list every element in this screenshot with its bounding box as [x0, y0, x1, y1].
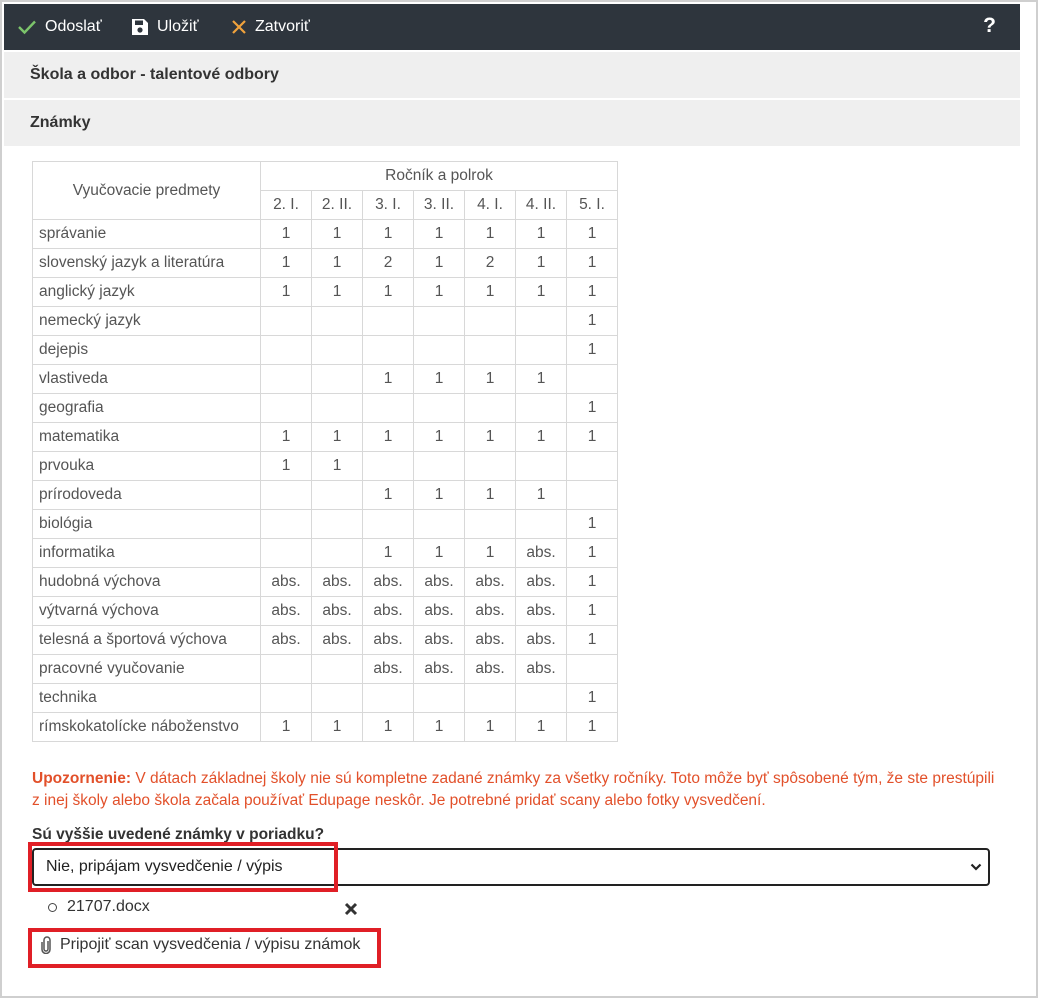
- grade-cell: [312, 684, 363, 713]
- save-button-label: Uložiť: [157, 18, 199, 35]
- grade-cell: [567, 365, 618, 394]
- grade-cell: 1: [465, 278, 516, 307]
- attach-scan-button[interactable]: [40, 936, 360, 954]
- grade-cell: 1: [414, 423, 465, 452]
- subject-name: biológia: [33, 510, 261, 539]
- grade-cell: [567, 655, 618, 684]
- semester-column-header: 4. I.: [465, 191, 516, 220]
- grade-cell: [363, 307, 414, 336]
- check-icon: [17, 19, 37, 35]
- grade-cell: abs.: [414, 626, 465, 655]
- table-row: [33, 423, 618, 452]
- subject-name: správanie: [33, 220, 261, 249]
- grade-cell: 1: [516, 423, 567, 452]
- table-row: [33, 655, 618, 684]
- grade-cell: 1: [261, 713, 312, 742]
- semester-column-header: 2. I.: [261, 191, 312, 220]
- grade-cell: [414, 336, 465, 365]
- semester-column-header: 5. I.: [567, 191, 618, 220]
- grade-cell: 1: [363, 278, 414, 307]
- grade-cell: 1: [363, 365, 414, 394]
- grade-cell: 1: [567, 684, 618, 713]
- grade-cell: 1: [312, 452, 363, 481]
- grade-cell: [312, 481, 363, 510]
- grade-cell: 1: [567, 423, 618, 452]
- grade-cell: 1: [261, 452, 312, 481]
- grade-cell: [465, 394, 516, 423]
- subject-name: vlastiveda: [33, 365, 261, 394]
- grade-cell: 1: [414, 713, 465, 742]
- grade-cell: 1: [261, 278, 312, 307]
- grade-cell: 1: [567, 278, 618, 307]
- table-row: [33, 220, 618, 249]
- year-semester-header: Ročník a polrok: [261, 162, 618, 191]
- grade-cell: abs.: [363, 597, 414, 626]
- grade-cell: 1: [567, 713, 618, 742]
- grade-cell: [312, 365, 363, 394]
- grade-cell: [414, 510, 465, 539]
- grade-cell: 1: [516, 249, 567, 278]
- subject-name: anglický jazyk: [33, 278, 261, 307]
- grade-cell: [516, 452, 567, 481]
- grade-cell: abs.: [261, 568, 312, 597]
- grade-cell: 1: [567, 510, 618, 539]
- grade-cell: 1: [363, 220, 414, 249]
- help-button[interactable]: ?: [983, 14, 996, 37]
- grade-cell: [414, 394, 465, 423]
- table-row: [33, 568, 618, 597]
- grade-cell: [465, 452, 516, 481]
- warning-text: V dátach základnej školy nie sú kompletne zadané známky za všetky ročníky. Toto môže byť spôsobené tým, že ste prestúpili z inej školy alebo škola začala používať Edupage neskôr. Je potrebné pridať scany alebo fotky vysvedčení.: [32, 770, 995, 809]
- grade-cell: [261, 365, 312, 394]
- grade-cell: [414, 684, 465, 713]
- table-row: [33, 597, 618, 626]
- grade-cell: 1: [465, 539, 516, 568]
- warning-message: [32, 768, 1002, 812]
- grade-cell: 1: [465, 365, 516, 394]
- grade-cell: [363, 394, 414, 423]
- save-button[interactable]: [131, 4, 199, 50]
- table-row: [33, 713, 618, 742]
- grades-question-label: Sú vyššie uvedené známky v poriadku?: [32, 826, 325, 843]
- grade-cell: 1: [312, 713, 363, 742]
- grade-cell: 1: [567, 626, 618, 655]
- subject-name: dejepis: [33, 336, 261, 365]
- grade-cell: 1: [261, 423, 312, 452]
- grade-cell: 1: [414, 365, 465, 394]
- grade-cell: 1: [516, 481, 567, 510]
- warning-label: Upozornenie:: [32, 770, 132, 787]
- grade-cell: [465, 684, 516, 713]
- grade-cell: abs.: [465, 597, 516, 626]
- grade-cell: 1: [516, 278, 567, 307]
- grade-cell: [414, 452, 465, 481]
- grade-cell: 1: [567, 307, 618, 336]
- grade-cell: 1: [414, 481, 465, 510]
- table-row: [33, 626, 618, 655]
- bullet-icon: [48, 903, 57, 912]
- grade-cell: abs.: [414, 655, 465, 684]
- table-row: [33, 336, 618, 365]
- table-row: [33, 394, 618, 423]
- grade-cell: [312, 655, 363, 684]
- grade-cell: abs.: [465, 568, 516, 597]
- grade-cell: [414, 307, 465, 336]
- grade-cell: 1: [363, 423, 414, 452]
- grade-cell: abs.: [312, 597, 363, 626]
- grade-cell: 1: [312, 249, 363, 278]
- grade-cell: 1: [516, 365, 567, 394]
- grade-cell: 1: [363, 713, 414, 742]
- table-row: [33, 249, 618, 278]
- semester-column-header: 4. II.: [516, 191, 567, 220]
- grade-cell: [261, 394, 312, 423]
- grade-cell: abs.: [516, 597, 567, 626]
- chevron-down-icon: [970, 862, 982, 872]
- grade-cell: abs.: [516, 539, 567, 568]
- grade-cell: abs.: [414, 568, 465, 597]
- subject-name: geografia: [33, 394, 261, 423]
- grade-cell: [465, 336, 516, 365]
- grade-cell: 1: [465, 713, 516, 742]
- grade-cell: abs.: [363, 568, 414, 597]
- paperclip-icon: [40, 936, 52, 954]
- subject-name: prírodoveda: [33, 481, 261, 510]
- grade-cell: abs.: [465, 655, 516, 684]
- subject-name: nemecký jazyk: [33, 307, 261, 336]
- grade-cell: [261, 655, 312, 684]
- remove-file-icon[interactable]: [344, 902, 358, 916]
- grades-section-header[interactable]: [4, 100, 1020, 146]
- grade-cell: [363, 452, 414, 481]
- grade-cell: abs.: [312, 568, 363, 597]
- grade-cell: 1: [414, 220, 465, 249]
- grades-section-title: Známky: [30, 114, 91, 131]
- subject-name: informatika: [33, 539, 261, 568]
- grade-cell: abs.: [261, 597, 312, 626]
- table-row: [33, 278, 618, 307]
- grades-table: [32, 161, 618, 742]
- grade-cell: [516, 510, 567, 539]
- grade-cell: 1: [516, 220, 567, 249]
- grade-cell: [567, 452, 618, 481]
- grade-cell: 1: [414, 278, 465, 307]
- grade-cell: [312, 394, 363, 423]
- grade-cell: [516, 307, 567, 336]
- grade-cell: [261, 684, 312, 713]
- subject-name: hudobná výchova: [33, 568, 261, 597]
- send-button[interactable]: [17, 4, 102, 50]
- grade-cell: 1: [567, 539, 618, 568]
- grade-cell: [363, 684, 414, 713]
- attached-file-item: [48, 898, 150, 916]
- grade-cell: abs.: [312, 626, 363, 655]
- close-icon: [231, 19, 247, 35]
- grade-cell: [312, 307, 363, 336]
- grade-cell: [516, 684, 567, 713]
- floppy-disk-icon: [131, 18, 149, 36]
- grade-cell: 1: [414, 249, 465, 278]
- grade-cell: [567, 481, 618, 510]
- grade-cell: abs.: [363, 655, 414, 684]
- grade-cell: 1: [465, 423, 516, 452]
- grade-cell: 1: [516, 713, 567, 742]
- grades-confirmation-select[interactable]: [32, 848, 990, 886]
- grade-cell: 1: [261, 220, 312, 249]
- grade-cell: abs.: [465, 626, 516, 655]
- grade-cell: 1: [261, 249, 312, 278]
- school-section-title: Škola a odbor - talentové odbory: [30, 66, 279, 83]
- semester-column-header: 2. II.: [312, 191, 363, 220]
- grade-cell: 1: [465, 481, 516, 510]
- grade-cell: 1: [567, 220, 618, 249]
- grade-cell: 1: [363, 539, 414, 568]
- close-button-label: Zatvoriť: [255, 18, 310, 35]
- table-row: [33, 539, 618, 568]
- subject-name: pracovné vyučovanie: [33, 655, 261, 684]
- grade-cell: 2: [363, 249, 414, 278]
- grade-cell: abs.: [516, 568, 567, 597]
- grade-cell: [363, 336, 414, 365]
- grade-cell: [312, 539, 363, 568]
- attach-scan-label: Pripojiť scan vysvedčenia / výpisu známok: [60, 936, 361, 953]
- grade-cell: [261, 510, 312, 539]
- grade-cell: [261, 336, 312, 365]
- table-row: [33, 307, 618, 336]
- grade-cell: [465, 510, 516, 539]
- grade-cell: 1: [567, 249, 618, 278]
- grade-cell: [363, 510, 414, 539]
- subject-name: rímskokatolícke náboženstvo: [33, 713, 261, 742]
- table-row: [33, 684, 618, 713]
- semester-column-header: 3. I.: [363, 191, 414, 220]
- grade-cell: abs.: [516, 655, 567, 684]
- grade-cell: abs.: [516, 626, 567, 655]
- semester-column-header: 3. II.: [414, 191, 465, 220]
- school-section-header[interactable]: [4, 52, 1020, 98]
- table-row: [33, 481, 618, 510]
- subject-name: výtvarná výchova: [33, 597, 261, 626]
- grade-cell: abs.: [261, 626, 312, 655]
- table-row: [33, 452, 618, 481]
- subject-name: prvouka: [33, 452, 261, 481]
- attached-file-name[interactable]: 21707.docx: [67, 898, 150, 915]
- subject-name: telesná a športová výchova: [33, 626, 261, 655]
- grade-cell: 1: [567, 597, 618, 626]
- table-row: [33, 510, 618, 539]
- grade-cell: [312, 336, 363, 365]
- grade-cell: [312, 510, 363, 539]
- grade-cell: [465, 307, 516, 336]
- grade-cell: 1: [312, 423, 363, 452]
- subject-name: technika: [33, 684, 261, 713]
- grade-cell: 1: [312, 278, 363, 307]
- grade-cell: [261, 539, 312, 568]
- grade-cell: 1: [363, 481, 414, 510]
- grade-cell: [261, 307, 312, 336]
- select-value: Nie, pripájam vysvedčenie / výpis: [46, 858, 283, 875]
- grade-cell: 1: [414, 539, 465, 568]
- grade-cell: 1: [567, 568, 618, 597]
- grade-cell: 1: [312, 220, 363, 249]
- grade-cell: abs.: [414, 597, 465, 626]
- send-button-label: Odoslať: [45, 18, 102, 35]
- grade-cell: 1: [567, 336, 618, 365]
- grade-cell: abs.: [363, 626, 414, 655]
- grade-cell: [516, 336, 567, 365]
- toolbar: [4, 4, 1020, 50]
- subject-name: slovenský jazyk a literatúra: [33, 249, 261, 278]
- grade-cell: 1: [465, 220, 516, 249]
- grade-cell: [516, 394, 567, 423]
- table-row: [33, 365, 618, 394]
- grade-cell: [261, 481, 312, 510]
- subject-name: matematika: [33, 423, 261, 452]
- grade-cell: 1: [567, 394, 618, 423]
- subject-column-header: Vyučovacie predmety: [33, 162, 261, 220]
- close-button[interactable]: [231, 4, 310, 50]
- grade-cell: 2: [465, 249, 516, 278]
